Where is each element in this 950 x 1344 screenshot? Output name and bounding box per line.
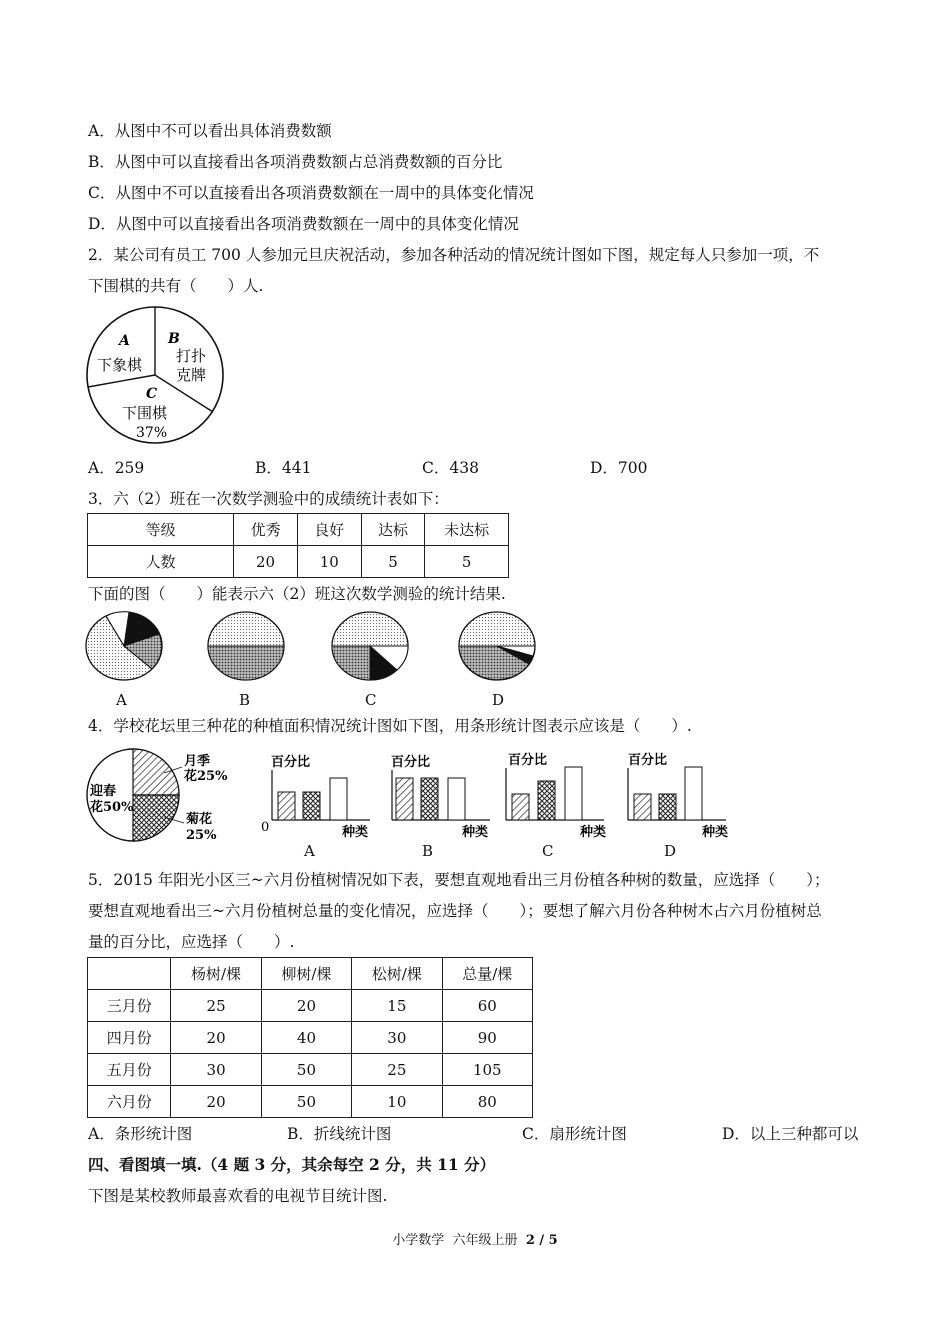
q5-cell: 20: [261, 990, 351, 1022]
axis-y-label: 百分比: [391, 755, 431, 770]
q3-pie-b: [206, 610, 288, 682]
q5-cell: 40: [261, 1022, 351, 1054]
q4-pie-chart: [84, 745, 234, 845]
q3-header-cell: 达标: [361, 514, 425, 546]
q3-stem: 3．六（2）班在一次数学测验中的成绩统计表如下：: [88, 490, 449, 508]
q3-row-cell: 10: [297, 546, 361, 578]
q5-option-b: B．折线统计图: [287, 1125, 392, 1143]
pie-a-label: 下象棋: [97, 356, 143, 374]
q1-option-c: C．从图中不可以直接看出各项消费数额在一周中的具体变化情况: [88, 184, 534, 202]
q3-label-b: B: [239, 691, 251, 709]
q5-cell: 20: [171, 1022, 261, 1054]
q5-option-a: A．条形统计图: [88, 1125, 193, 1143]
pie-b-label2: 克牌: [176, 366, 207, 384]
q4-pie-juhua-1: 菊花: [186, 812, 213, 827]
section4-intro: 下图是某校教师最喜欢看的电视节目统计图.: [88, 1187, 388, 1205]
table-row: [88, 1054, 533, 1086]
q3-row-cell: 20: [234, 546, 298, 578]
q5-cell: 50: [261, 1086, 351, 1118]
q3-header-cell: 未达标: [425, 514, 509, 546]
q4-pie-yingchun-1: 迎春: [90, 784, 117, 799]
q4-pie-juhua-2: 25%: [186, 828, 217, 843]
q3-row-cell: 5: [425, 546, 509, 578]
q5-cell: 50: [261, 1054, 351, 1086]
q1-option-a: A．从图中不可以看出具体消费数额: [88, 122, 332, 140]
q3-pie-d: [457, 610, 539, 682]
axis-x-label: 种类: [702, 825, 729, 840]
q5-header-cell: 松树/棵: [352, 958, 442, 990]
q2-pie-chart: [84, 305, 230, 447]
axis-y-label: 百分比: [628, 753, 668, 768]
q3-header-cell: 优秀: [234, 514, 298, 546]
q3-label-d: D: [492, 691, 505, 709]
q5-cell: 25: [171, 990, 261, 1022]
q5-header-cell: [88, 958, 171, 990]
q5-cell: 三月份: [88, 990, 171, 1022]
q5-header-cell: 柳树/棵: [261, 958, 351, 990]
q1-option-d: D．从图中可以直接看出各项消费数额在一周中的具体变化情况: [88, 215, 519, 233]
q3-header-cell: 等级: [88, 514, 234, 546]
q4-label-a: A: [304, 842, 315, 860]
q4-label-d: D: [664, 842, 677, 860]
q3-question: 下面的图（ ）能表示六（2）班这次数学测验的统计结果.: [88, 585, 506, 603]
bar-yingchun: [448, 778, 465, 820]
footer-text: 小学数学 六年级上册: [392, 1233, 526, 1248]
section4-title: 四、看图填一填.（4 题 3 分，其余每空 2 分，共 11 分）: [88, 1155, 496, 1174]
axis-x-label: 种类: [342, 825, 369, 840]
axis-x-label: 种类: [580, 825, 607, 840]
q5-stem-line1: 5．2015 年阳光小区三~六月份植树情况如下表，要想直观地看出三月份植各种树的数量，应选择（ ）；: [88, 871, 830, 889]
q5-cell: 20: [171, 1086, 261, 1118]
q5-cell: 90: [442, 1022, 532, 1054]
pie-b-label1: 打扑: [176, 347, 207, 365]
bar-yingchun: [330, 778, 347, 820]
q2-option-c: C．438: [422, 459, 479, 477]
q3-label-c: C: [365, 691, 377, 709]
table-row: [88, 1022, 533, 1054]
q4-stem: 4．学校花坛里三种花的种植面积情况统计图如下图，用条形统计图表示应该是（ ）.: [88, 717, 692, 735]
q5-cell: 60: [442, 990, 532, 1022]
q5-cell: 15: [352, 990, 442, 1022]
q5-tree-table: [87, 957, 533, 1118]
axis-origin: 0: [261, 820, 270, 835]
q3-pie-a: [84, 610, 166, 682]
q3-pie-c: [330, 610, 412, 682]
q4-bar-chart-b: [378, 746, 508, 842]
pie-a-letter: A: [119, 333, 130, 349]
bar-juhua: [538, 781, 555, 820]
q4-bar-chart-d: [618, 746, 738, 842]
q4-label-b: B: [422, 842, 434, 860]
bar-yuji: [396, 778, 413, 820]
q5-cell: 六月份: [88, 1086, 171, 1118]
bar-juhua: [659, 794, 676, 820]
q2-option-a: A．259: [88, 459, 145, 477]
q4-pie-yuji-2: 花25%: [184, 769, 228, 784]
axis-y-label: 百分比: [271, 755, 311, 770]
axis-y-label: 百分比: [508, 753, 548, 768]
bar-juhua: [421, 778, 438, 820]
q5-cell: 105: [442, 1054, 532, 1086]
q5-cell: 10: [352, 1086, 442, 1118]
q3-score-table: [87, 513, 509, 578]
page-footer: [0, 1229, 950, 1248]
q3-header-cell: 良好: [297, 514, 361, 546]
q3-row-cell: 人数: [88, 546, 234, 578]
axis-x-label: 种类: [462, 825, 489, 840]
bar-yingchun: [685, 767, 702, 820]
pie-c-percent: 37%: [136, 425, 168, 441]
q5-cell: 五月份: [88, 1054, 171, 1086]
q5-cell: 30: [171, 1054, 261, 1086]
q3-label-a: A: [116, 691, 127, 709]
q4-label-c: C: [542, 842, 554, 860]
bar-yuji: [634, 794, 651, 820]
q4-pie-yuji-1: 月季: [184, 754, 211, 769]
q2-stem-line2: 下围棋的共有（ ）人.: [88, 277, 264, 295]
pie-b-letter: B: [168, 331, 180, 347]
bar-yuji: [278, 792, 295, 820]
q5-stem-line3: 量的百分比，应选择（ ）.: [88, 933, 295, 951]
q5-cell: 25: [352, 1054, 442, 1086]
q5-header-cell: 总量/棵: [442, 958, 532, 990]
q2-stem-line1: 2．某公司有员工 700 人参加元旦庆祝活动，参加各种活动的情况统计图如下图，规定每人只参加一项，不: [88, 246, 820, 264]
q4-bar-chart-a: [258, 746, 378, 842]
table-row: [88, 1086, 533, 1118]
q2-option-d: D．700: [590, 459, 648, 477]
q5-option-d: D．以上三种都可以: [722, 1125, 859, 1143]
q5-cell: 80: [442, 1086, 532, 1118]
q5-header-cell: 杨树/棵: [171, 958, 261, 990]
q4-pie-yingchun-2: 花50%: [90, 800, 134, 815]
q5-stem-line2: 要想直观地看出三~六月份植树总量的变化情况，应选择（ ）；要想了解六月份各种树木占六月份植树总: [88, 902, 822, 920]
q5-option-c: C．扇形统计图: [522, 1125, 627, 1143]
q2-option-b: B．441: [255, 459, 312, 477]
q1-option-b: B．从图中可以直接看出各项消费数额占总消费数额的百分比: [88, 153, 503, 171]
q3-row-cell: 5: [361, 546, 425, 578]
table-row: [88, 990, 533, 1022]
pie-c-label: 下围棋: [122, 404, 168, 422]
q5-cell: 30: [352, 1022, 442, 1054]
bar-juhua: [303, 792, 320, 820]
bar-yingchun: [565, 767, 582, 820]
page-number: 2 / 5: [525, 1233, 558, 1248]
pie-c-letter: C: [146, 386, 158, 402]
q4-bar-chart-c: [492, 746, 617, 842]
bar-yuji: [512, 794, 529, 820]
q5-cell: 四月份: [88, 1022, 171, 1054]
